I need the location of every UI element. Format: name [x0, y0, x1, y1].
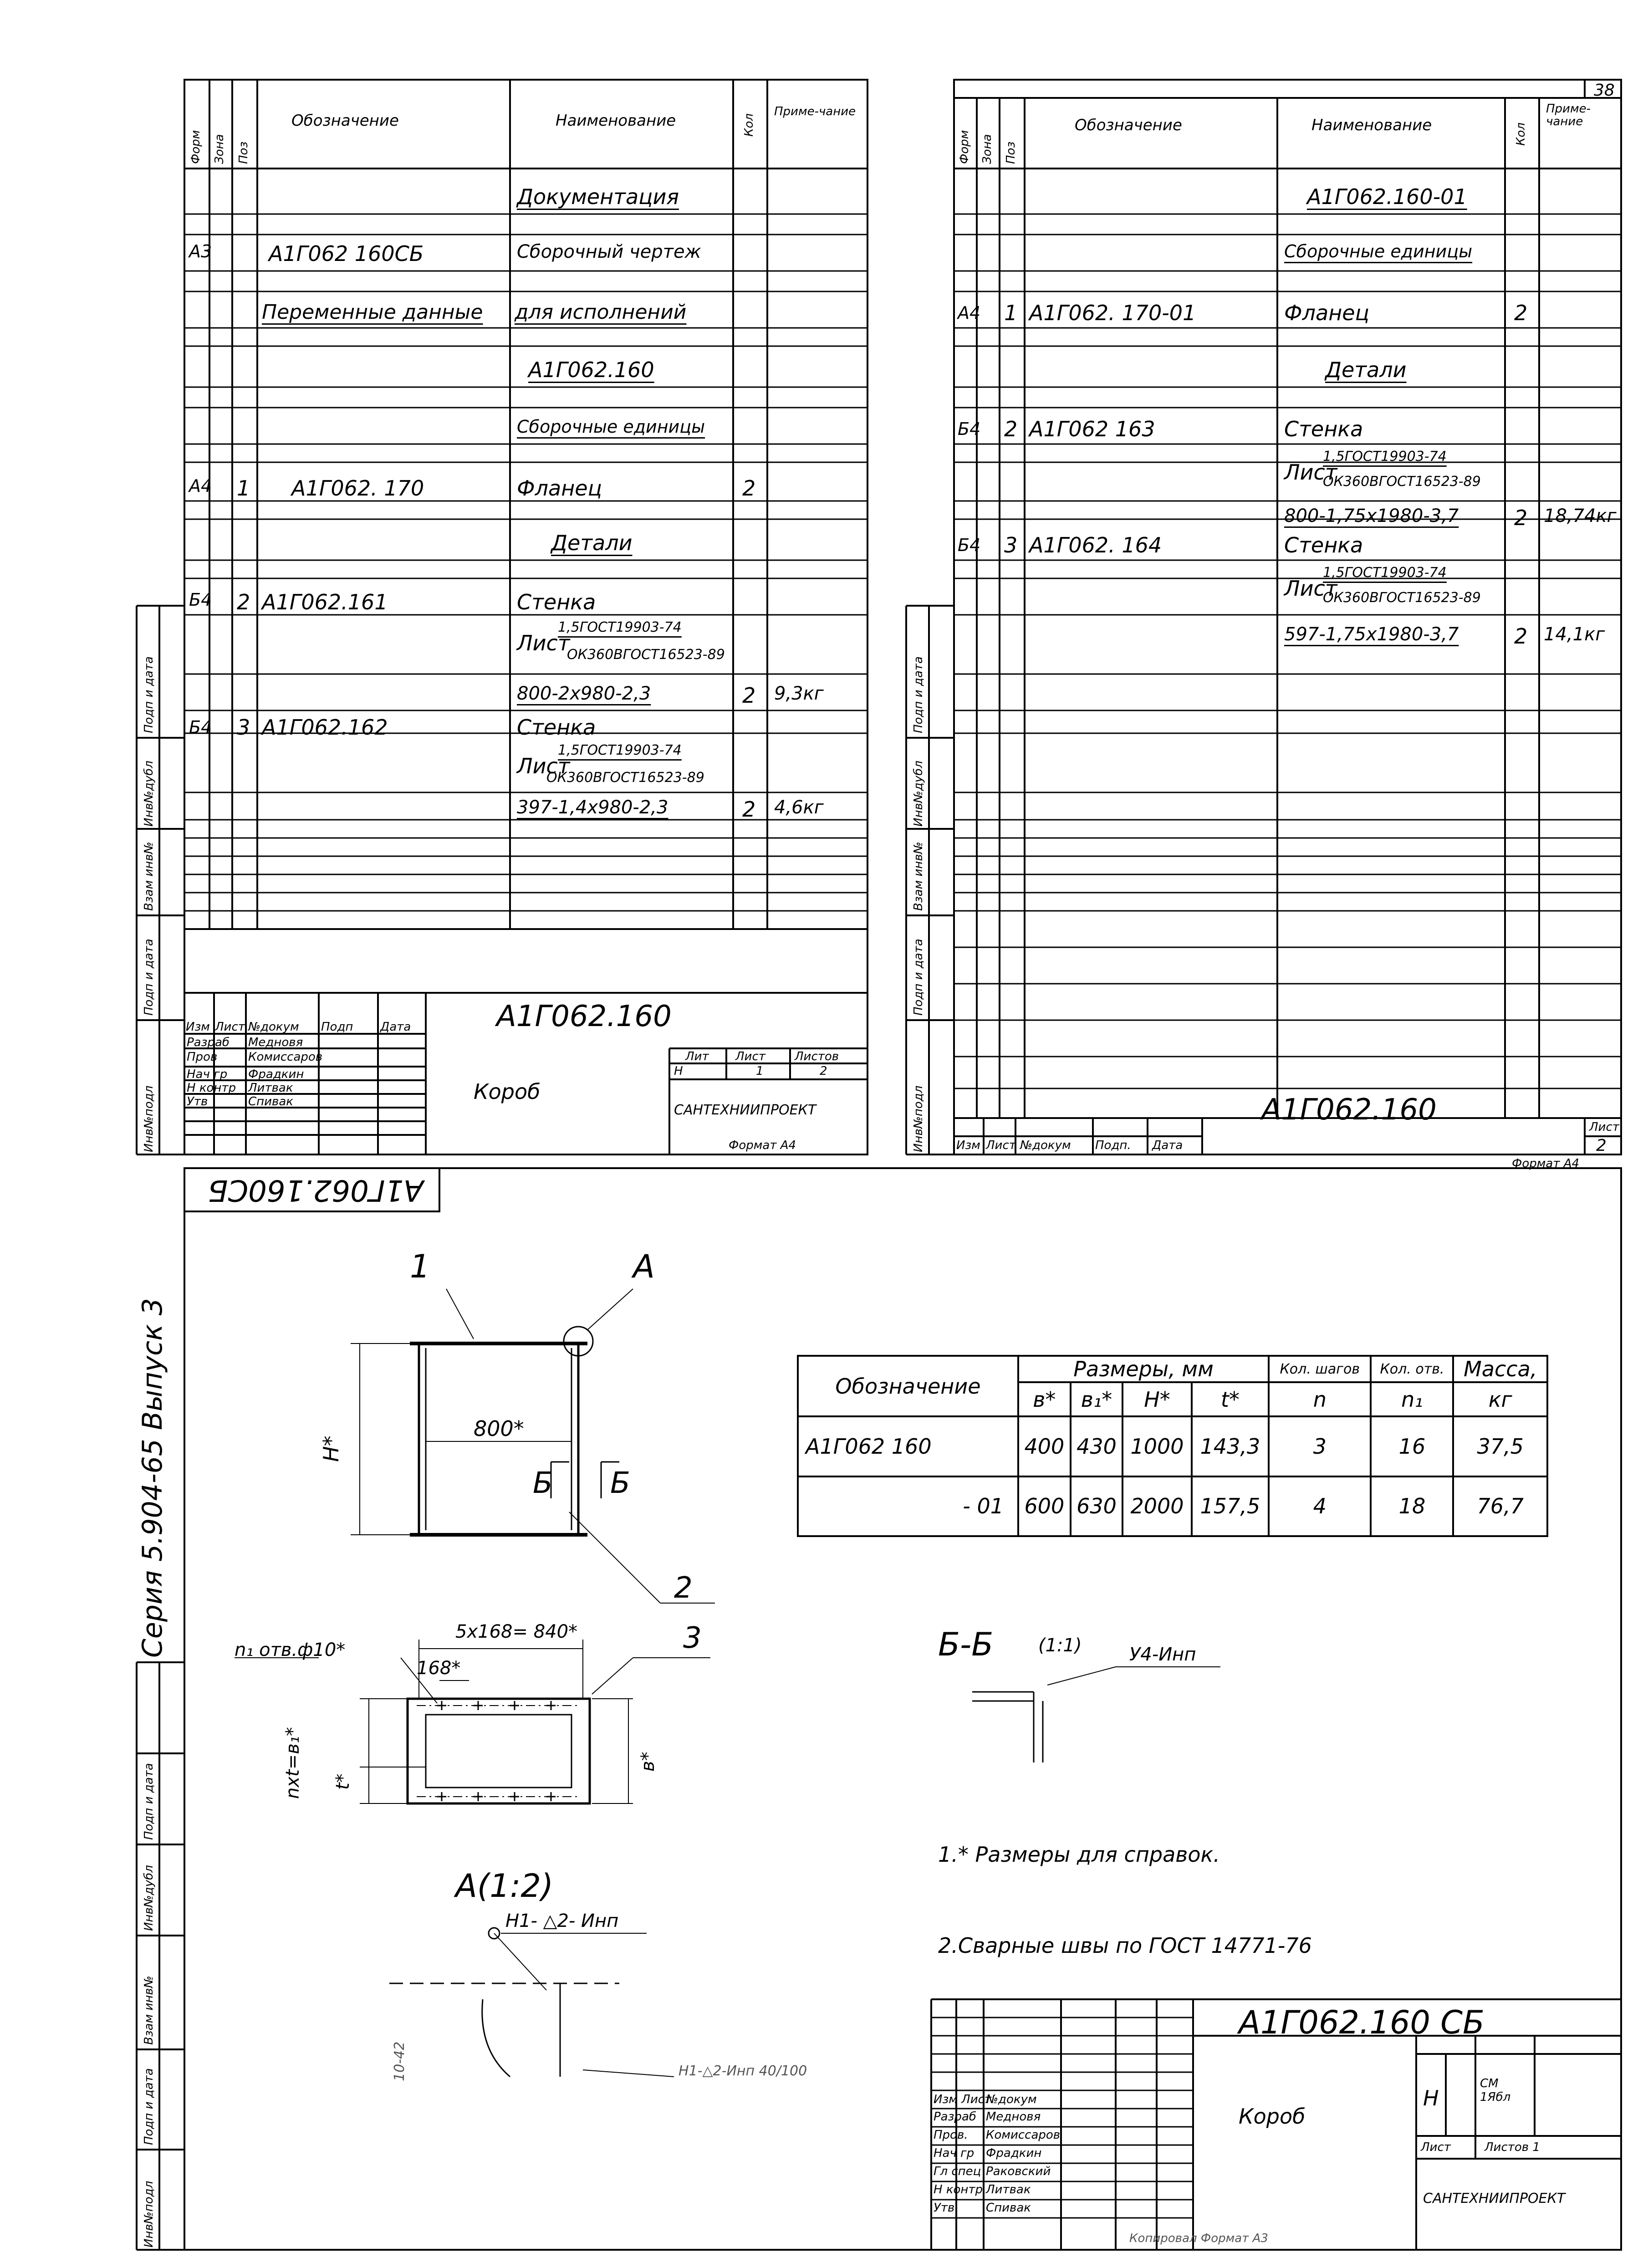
- left-tb-sheets-val: 2: [820, 1064, 827, 1078]
- dt-r0-t: 143,3: [1192, 1416, 1269, 1476]
- b-tb-role5: Н контр: [934, 2183, 983, 2196]
- left-row9-name: 800-2х980-2,3: [517, 683, 651, 704]
- left-row10-pos: 3: [237, 715, 250, 740]
- col-pos: Поз: [237, 141, 250, 164]
- left-tb-person0: Медновя: [248, 1036, 303, 1049]
- b-side-4: Подп и дата: [142, 1763, 156, 1840]
- left-row11-l2: 1,5ГОСТ19903-74: [558, 742, 682, 758]
- dt-r1-designation: - 01: [798, 1476, 1018, 1537]
- dt-r1-b1: 630: [1071, 1476, 1123, 1537]
- r-row9-qty: 2: [1514, 624, 1528, 649]
- left-tb-sheet: Лист: [735, 1050, 765, 1063]
- section-b1: Б: [533, 1466, 553, 1500]
- r-row4-format: Б4: [958, 419, 981, 439]
- b-tb-person1: Медновя: [986, 2110, 1041, 2124]
- left-tb-format: Формат А4: [729, 1139, 796, 1152]
- b-tb-lit-val: Н: [1423, 2086, 1439, 2110]
- left-row12-note: 4,6кг: [774, 797, 824, 818]
- col-designation: Обозначение: [291, 112, 399, 130]
- page-number: 38: [1594, 81, 1615, 100]
- b-tb-scale: СМ 1Ябл: [1480, 2077, 1511, 2104]
- b-tb-org: САНТЕХНИИПРОЕКТ: [1423, 2191, 1566, 2207]
- left-row5-name: Фланец: [517, 476, 602, 501]
- dt-r1-b: 600: [1018, 1476, 1071, 1537]
- r-row6-name: 800-1,75х1980-3,7: [1284, 506, 1459, 526]
- left-row8-l2: 1,5ГОСТ19903-74: [558, 619, 682, 635]
- b-tb-person6: Спивак: [986, 2201, 1031, 2215]
- r-col-format: Форм: [958, 130, 971, 164]
- r-row7-designation: А1Г062. 164: [1029, 533, 1162, 557]
- series-text: Серия 5.904-65 Выпуск 3: [137, 1298, 168, 1658]
- r-row4-pos: 2: [1004, 417, 1018, 441]
- left-tb-role1: Пров: [187, 1050, 218, 1064]
- left-tb-h1: Лист: [215, 1020, 245, 1034]
- r-row4-name: Стенка: [1284, 417, 1363, 441]
- dim-b: в*: [638, 1752, 658, 1772]
- b-side-2: Взам инв№: [142, 1976, 156, 2045]
- r-tb-sheet-label: Лист: [1589, 1120, 1619, 1134]
- left-tb-code: А1Г062.160: [496, 1000, 672, 1033]
- dt-r0-mass: 37,5: [1453, 1416, 1547, 1476]
- left-tb-person4: Спивак: [248, 1095, 294, 1108]
- left-row11-l3: ОК360ВГОСТ16523-89: [546, 770, 704, 786]
- left-row5-designation: А1Г062. 170: [291, 476, 424, 501]
- left-tb-role4: Утв: [187, 1095, 208, 1108]
- r-row2-name: Фланец: [1284, 301, 1369, 325]
- left-row9-qty: 2: [742, 683, 756, 708]
- left-row10-designation: А1Г062.162: [262, 715, 388, 740]
- r-row4-designation: А1Г062 163: [1029, 417, 1155, 441]
- dt-h-designation: Обозначение: [798, 1356, 1018, 1416]
- r-row6-qty: 2: [1514, 506, 1528, 530]
- r-tb-format: Формат А4: [1512, 1157, 1580, 1170]
- weld-a: Н1- △2- Инп: [505, 1910, 619, 1931]
- left-row4-name: Сборочные единицы: [517, 417, 705, 437]
- left-tb-role3: Н контр: [187, 1081, 236, 1095]
- r-row5-l1: Лист: [1284, 460, 1337, 485]
- left-tb-lit-val: Н: [674, 1064, 683, 1078]
- dt-h-steps: Кол. шагов: [1269, 1356, 1371, 1382]
- b-tb-sheet: Лист: [1421, 2140, 1451, 2154]
- left-row-doc: Документация: [517, 184, 679, 209]
- dim-168: 168*: [417, 1658, 461, 1679]
- left-side-4: Подп и дата: [142, 656, 156, 733]
- left-row6-name: Детали: [551, 531, 633, 555]
- left-row10-name: Стенка: [517, 715, 596, 740]
- callout-2: 2: [674, 1571, 693, 1605]
- dt-r1-h: 2000: [1122, 1476, 1191, 1537]
- r-tb-code: А1Г062.160: [1261, 1093, 1437, 1127]
- dt-sub-t: t*: [1192, 1382, 1269, 1416]
- left-row8-l1: Лист: [517, 631, 570, 655]
- dt-r0-h: 1000: [1122, 1416, 1191, 1476]
- b-tb-role3: Нач гр: [934, 2146, 975, 2160]
- r-row2-pos: 1: [1004, 301, 1018, 325]
- dim-h: Н*: [319, 1435, 343, 1462]
- b-tb-person5: Литвак: [986, 2183, 1031, 2196]
- dt-r1-n: 4: [1269, 1476, 1371, 1537]
- left-row7-pos: 2: [237, 590, 250, 614]
- r-row9-note: 14,1кг: [1544, 624, 1605, 645]
- left-row11-l1: Лист: [517, 754, 570, 778]
- view-a: А(1:2): [455, 1867, 554, 1905]
- r-side-2: Взам инв№: [912, 842, 925, 911]
- left-row2-name: для исполнений: [515, 301, 687, 324]
- left-tb-h4: Дата: [380, 1020, 411, 1034]
- b-tb-person0: №докум: [986, 2093, 1037, 2106]
- weld-bb: У4-Инп: [1129, 1644, 1196, 1665]
- left-tb-h2: №докум: [248, 1020, 299, 1034]
- left-row1-name: Сборочный чертеж: [517, 241, 701, 262]
- b-tb-sheets: Листов 1: [1485, 2140, 1540, 2154]
- r-col-zone: Зона: [980, 134, 994, 164]
- dt-sub-b: в*: [1018, 1382, 1071, 1416]
- dt-r0-n: 3: [1269, 1416, 1371, 1476]
- dt-h-mass: Масса,: [1453, 1356, 1547, 1382]
- r-row5-l2: 1,5ГОСТ19903-74: [1323, 449, 1447, 465]
- b-tb-person4: Раковский: [986, 2165, 1051, 2178]
- r-col-designation: Обозначение: [1075, 116, 1182, 134]
- left-tb-role0: Разраб: [187, 1036, 230, 1049]
- dt-sub-h: Н*: [1122, 1382, 1191, 1416]
- dt-r1-t: 157,5: [1192, 1476, 1269, 1537]
- left-row5-format: А4: [189, 476, 212, 496]
- r-row0-name: А1Г062.160-01: [1307, 184, 1467, 209]
- r-row7-pos: 3: [1004, 533, 1018, 557]
- dim-5x168: 5х168= 840*: [455, 1621, 578, 1642]
- dim-holes: n₁ отв.ф10*: [235, 1640, 346, 1660]
- b-tb-code: А1Г062.160 СБ: [1239, 2004, 1485, 2041]
- left-tb-person3: Литвак: [248, 1081, 293, 1095]
- r-col-name: Наименование: [1311, 116, 1432, 134]
- left-row1-designation: А1Г062 160СБ: [269, 241, 424, 266]
- left-tb-person2: Фрадкин: [248, 1068, 304, 1081]
- r-tb-h2: №докум: [1020, 1139, 1071, 1152]
- b-tb-role2: Пров.: [934, 2128, 968, 2142]
- left-tb-h0: Изм: [186, 1020, 210, 1034]
- left-tb-h3: Подп: [321, 1020, 353, 1034]
- dt-r0-b1: 430: [1071, 1416, 1123, 1476]
- left-tb-lit: Лит: [685, 1050, 709, 1063]
- dim-800: 800*: [474, 1416, 524, 1441]
- callout-a: А: [633, 1248, 655, 1285]
- b-side-3: Инв№дубл: [142, 1865, 156, 1931]
- r-row3-name: Детали: [1325, 358, 1407, 382]
- r-row8-l3: ОК360ВГОСТ16523-89: [1323, 590, 1481, 606]
- r-row6-note: 18,74кг: [1544, 506, 1617, 526]
- note-1: 1.* Размеры для справок.: [938, 1842, 1220, 1867]
- left-row12-name: 397-1,4х980-2,3: [517, 797, 668, 818]
- r-row8-l1: Лист: [1284, 576, 1337, 601]
- callout-1: 1: [410, 1248, 430, 1285]
- b-tb-role1: Разраб: [934, 2110, 976, 2124]
- r-col-note: Приме-чание: [1546, 102, 1591, 128]
- r-row9-name: 597-1,75х1980-3,7: [1284, 624, 1459, 645]
- b-side-1: Подп и дата: [142, 2068, 156, 2145]
- b-tb-footer: Копировал Формат А3: [1129, 2232, 1268, 2245]
- callout-3: 3: [683, 1621, 702, 1655]
- r-row8-l2: 1,5ГОСТ19903-74: [1323, 565, 1447, 581]
- left-tb-person1: Комиссаров: [248, 1050, 323, 1064]
- r-tb-h1: Лист: [986, 1139, 1016, 1152]
- dt-h-sizes: Размеры, мм: [1018, 1356, 1269, 1382]
- left-row2-designation: Переменные данные: [262, 301, 483, 324]
- r-side-0: Инв№подл: [912, 1085, 925, 1152]
- left-tb-sheets: Листов: [795, 1050, 839, 1063]
- left-row9-note: 9,3кг: [774, 683, 824, 704]
- r-row2-qty: 2: [1514, 301, 1528, 325]
- col-note: Приме-чание: [774, 105, 856, 118]
- dt-r0-n1: 16: [1371, 1416, 1453, 1476]
- b-side-0: Инв№подл: [142, 2181, 156, 2248]
- left-row1-format: А3: [189, 241, 212, 261]
- b-tb-person3: Фрадкин: [986, 2146, 1042, 2160]
- r-row1-name: Сборочные единицы: [1284, 241, 1473, 261]
- r-row5-l3: ОК360ВГОСТ16523-89: [1323, 474, 1481, 490]
- r-row2-format: А4: [958, 303, 981, 323]
- b-tb-person2: Комиссаров: [986, 2128, 1061, 2142]
- dt-r0-b: 400: [1018, 1416, 1071, 1476]
- left-row12-qty: 2: [742, 797, 756, 822]
- stamp-code: А1Г062.160СБ: [208, 1173, 423, 1207]
- r-side-1: Подп и дата: [912, 939, 925, 1016]
- dt-sub-b1: в₁*: [1071, 1382, 1123, 1416]
- left-row5-qty: 2: [742, 476, 756, 501]
- dt-r1-mass: 76,7: [1453, 1476, 1547, 1537]
- dim-10: 10-42: [392, 2041, 408, 2081]
- r-tb-h3: Подп.: [1095, 1139, 1131, 1152]
- dt-sub-n1: n₁: [1371, 1382, 1453, 1416]
- dt-sub-n: n: [1269, 1382, 1371, 1416]
- left-row7-name: Стенка: [517, 590, 596, 614]
- b-tb-role6: Утв: [934, 2201, 955, 2215]
- r-tb-h4: Дата: [1152, 1139, 1183, 1152]
- left-tb-org: САНТЕХНИИПРОЕКТ: [674, 1102, 816, 1118]
- left-side-3: Инв№дубл: [142, 761, 156, 827]
- section-b2: Б: [610, 1466, 630, 1500]
- left-row3-name: А1Г062.160: [528, 358, 654, 382]
- left-side-2: Взам инв№: [142, 842, 156, 911]
- r-row7-name: Стенка: [1284, 533, 1363, 557]
- weld-a2: Н1-△2-Инп 40/100: [679, 2063, 807, 2079]
- section-bb: Б-Б: [938, 1626, 994, 1663]
- col-zone: Зона: [213, 134, 226, 164]
- r-tb-h0: Изм: [956, 1139, 980, 1152]
- dimension-table: [797, 1355, 1548, 1537]
- col-qty: Кол: [742, 113, 756, 137]
- left-row5-pos: 1: [237, 476, 250, 501]
- left-row7-format: Б4: [189, 590, 212, 610]
- col-name: Наименование: [556, 112, 676, 130]
- b-tb-role4: Гл спец: [934, 2165, 981, 2178]
- left-side-1: Подп и дата: [142, 939, 156, 1016]
- left-tb-sheet-val: 1: [756, 1064, 764, 1078]
- left-tb-title: Короб: [474, 1079, 541, 1104]
- r-row2-designation: А1Г062. 170-01: [1029, 301, 1196, 325]
- dt-r0-designation: А1Г062 160: [798, 1416, 1018, 1476]
- r-tb-sheet-val: 2: [1596, 1136, 1607, 1155]
- dt-sub-kg: кг: [1453, 1382, 1547, 1416]
- r-side-3: Инв№дубл: [912, 761, 925, 827]
- b-tb-role0: Изм Лист: [934, 2093, 992, 2106]
- dim-nxt: nxt=в₁*: [282, 1727, 303, 1799]
- left-row8-l3: ОК360ВГОСТ16523-89: [567, 647, 725, 663]
- r-row7-format: Б4: [958, 535, 981, 555]
- r-col-pos: Поз: [1004, 141, 1018, 164]
- dim-t: t*: [332, 1773, 353, 1790]
- b-tb-title: Короб: [1239, 2104, 1306, 2129]
- dt-r1-n1: 18: [1371, 1476, 1453, 1537]
- dt-h-holes: Кол. отв.: [1371, 1356, 1453, 1382]
- left-row7-designation: А1Г062.161: [262, 590, 388, 614]
- r-side-4: Подп и дата: [912, 656, 925, 733]
- section-bb-scale: (1:1): [1038, 1635, 1082, 1656]
- r-col-qty: Кол: [1514, 123, 1528, 146]
- col-format: Форм: [189, 130, 203, 164]
- left-row10-format: Б4: [189, 717, 212, 737]
- left-side-0: Инв№подл: [142, 1085, 156, 1152]
- note-2: 2.Сварные швы по ГОСТ 14771-76: [938, 1933, 1312, 1958]
- left-tb-role2: Нач гр: [187, 1068, 228, 1081]
